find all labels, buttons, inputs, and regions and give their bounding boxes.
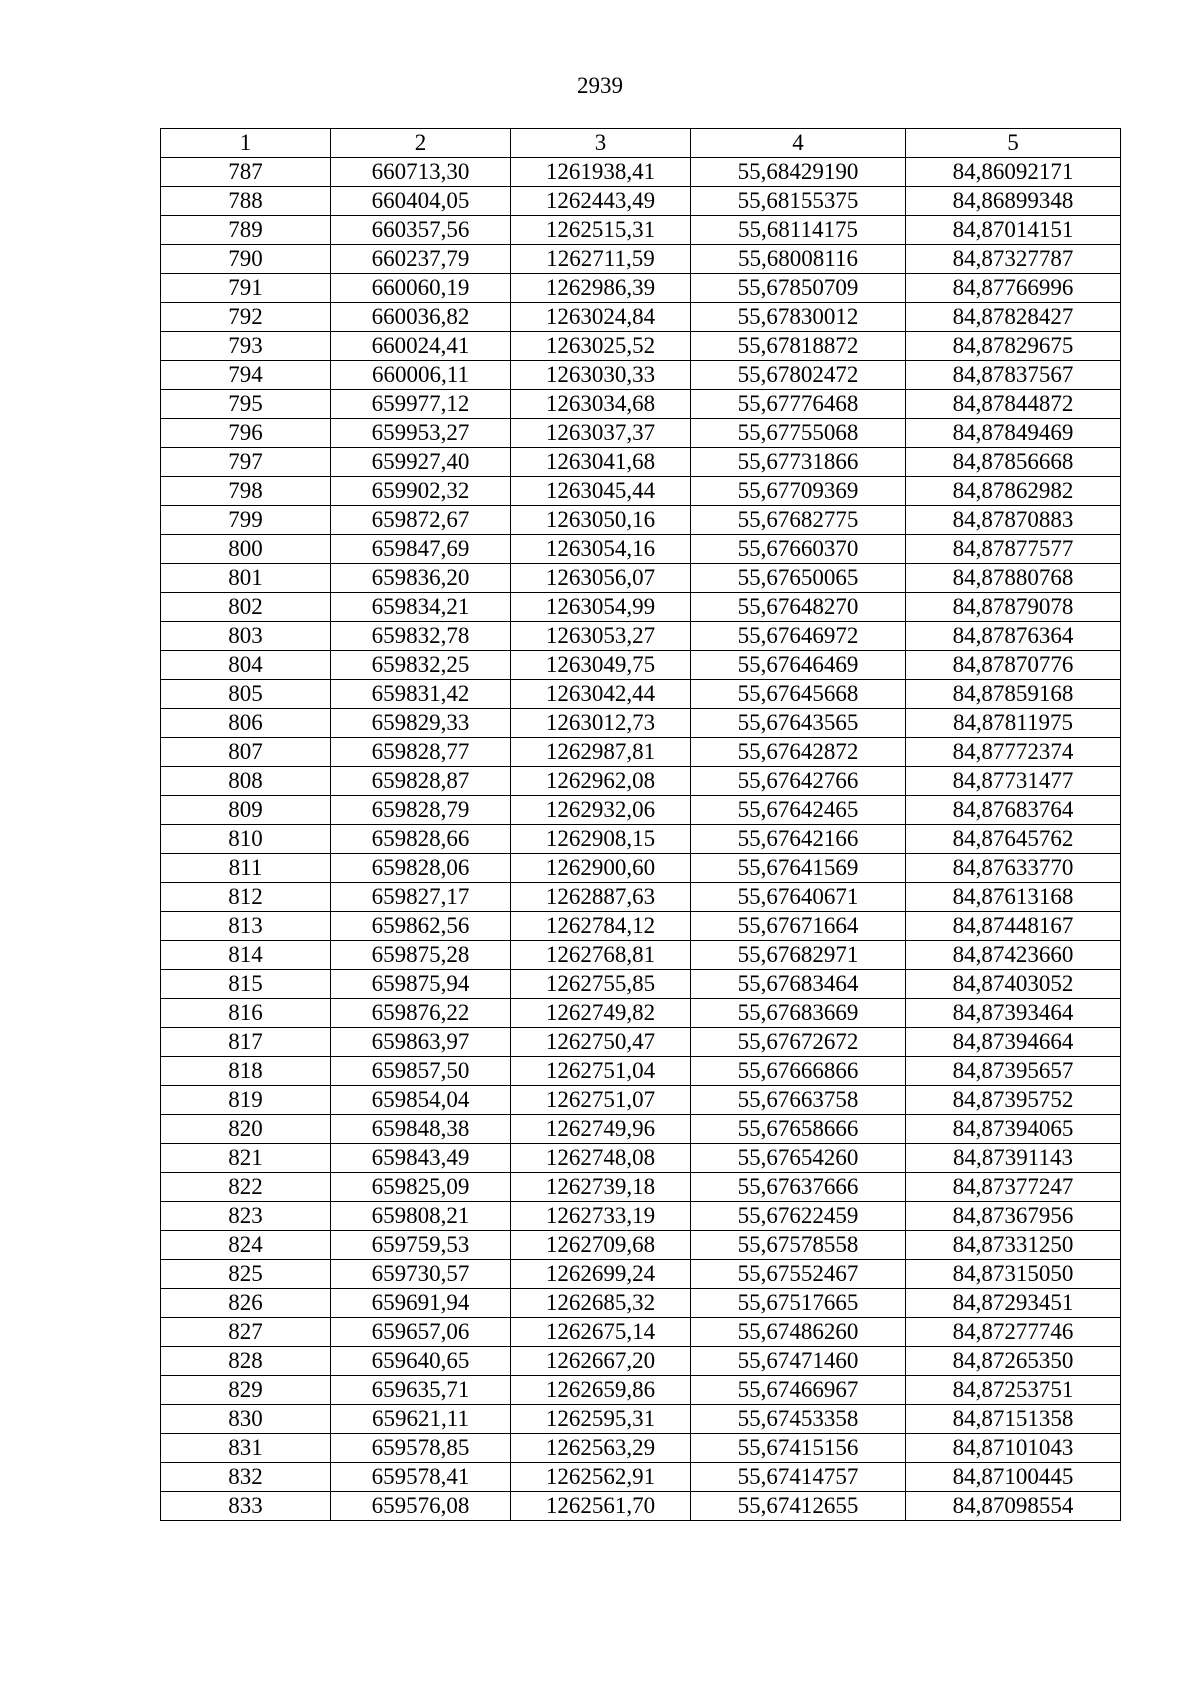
cell-x: 660006,11 bbox=[331, 361, 511, 390]
cell-latitude: 55,67637666 bbox=[691, 1173, 906, 1202]
cell-latitude: 55,67642766 bbox=[691, 767, 906, 796]
cell-y: 1263025,52 bbox=[511, 332, 691, 361]
cell-x: 659621,11 bbox=[331, 1405, 511, 1434]
cell-y: 1262659,86 bbox=[511, 1376, 691, 1405]
table-row bbox=[161, 854, 1121, 883]
table-body bbox=[161, 158, 1121, 1521]
cell-longitude: 84,87395752 bbox=[906, 1086, 1121, 1115]
table-row bbox=[161, 1115, 1121, 1144]
cell-x: 660036,82 bbox=[331, 303, 511, 332]
cell-latitude: 55,68155375 bbox=[691, 187, 906, 216]
cell-point-number: 821 bbox=[161, 1144, 331, 1173]
cell-x: 659875,94 bbox=[331, 970, 511, 999]
page-number: 2939 bbox=[577, 73, 623, 98]
cell-x: 659875,28 bbox=[331, 941, 511, 970]
table-row bbox=[161, 767, 1121, 796]
cell-longitude: 84,87828427 bbox=[906, 303, 1121, 332]
cell-y: 1262749,96 bbox=[511, 1115, 691, 1144]
cell-y: 1262987,81 bbox=[511, 738, 691, 767]
cell-latitude: 55,67731866 bbox=[691, 448, 906, 477]
table-row bbox=[161, 1434, 1121, 1463]
cell-x: 660713,30 bbox=[331, 158, 511, 187]
cell-longitude: 84,87265350 bbox=[906, 1347, 1121, 1376]
cell-longitude: 84,87098554 bbox=[906, 1492, 1121, 1521]
cell-y: 1263012,73 bbox=[511, 709, 691, 738]
table-row bbox=[161, 448, 1121, 477]
cell-point-number: 827 bbox=[161, 1318, 331, 1347]
cell-longitude: 84,87377247 bbox=[906, 1173, 1121, 1202]
cell-x: 659829,33 bbox=[331, 709, 511, 738]
cell-point-number: 787 bbox=[161, 158, 331, 187]
cell-y: 1263054,99 bbox=[511, 593, 691, 622]
cell-x: 659657,06 bbox=[331, 1318, 511, 1347]
cell-y: 1263037,37 bbox=[511, 419, 691, 448]
cell-point-number: 822 bbox=[161, 1173, 331, 1202]
table-row bbox=[161, 651, 1121, 680]
cell-point-number: 792 bbox=[161, 303, 331, 332]
cell-y: 1263050,16 bbox=[511, 506, 691, 535]
table-row bbox=[161, 999, 1121, 1028]
cell-point-number: 808 bbox=[161, 767, 331, 796]
cell-longitude: 84,87394065 bbox=[906, 1115, 1121, 1144]
cell-y: 1262699,24 bbox=[511, 1260, 691, 1289]
cell-longitude: 84,87391143 bbox=[906, 1144, 1121, 1173]
cell-longitude: 84,87844872 bbox=[906, 390, 1121, 419]
cell-longitude: 84,86899348 bbox=[906, 187, 1121, 216]
cell-y: 1262784,12 bbox=[511, 912, 691, 941]
table-row bbox=[161, 1260, 1121, 1289]
cell-longitude: 84,87811975 bbox=[906, 709, 1121, 738]
table-row bbox=[161, 216, 1121, 245]
cell-y: 1262908,15 bbox=[511, 825, 691, 854]
cell-x: 659862,56 bbox=[331, 912, 511, 941]
cell-x: 659836,20 bbox=[331, 564, 511, 593]
cell-point-number: 801 bbox=[161, 564, 331, 593]
table-row bbox=[161, 390, 1121, 419]
cell-x: 659872,67 bbox=[331, 506, 511, 535]
cell-y: 1263041,68 bbox=[511, 448, 691, 477]
cell-longitude: 84,87633770 bbox=[906, 854, 1121, 883]
table-row bbox=[161, 1028, 1121, 1057]
table-row bbox=[161, 1173, 1121, 1202]
cell-x: 659578,41 bbox=[331, 1463, 511, 1492]
cell-point-number: 798 bbox=[161, 477, 331, 506]
cell-latitude: 55,67683464 bbox=[691, 970, 906, 999]
cell-x: 659759,53 bbox=[331, 1231, 511, 1260]
cell-x: 659828,77 bbox=[331, 738, 511, 767]
cell-latitude: 55,67517665 bbox=[691, 1289, 906, 1318]
cell-latitude: 55,67646972 bbox=[691, 622, 906, 651]
table-row bbox=[161, 1144, 1121, 1173]
cell-latitude: 55,67642166 bbox=[691, 825, 906, 854]
cell-latitude: 55,67643565 bbox=[691, 709, 906, 738]
cell-point-number: 795 bbox=[161, 390, 331, 419]
table-row bbox=[161, 622, 1121, 651]
cell-x: 659843,49 bbox=[331, 1144, 511, 1173]
cell-latitude: 55,68114175 bbox=[691, 216, 906, 245]
table-row bbox=[161, 709, 1121, 738]
cell-y: 1262748,08 bbox=[511, 1144, 691, 1173]
cell-point-number: 813 bbox=[161, 912, 331, 941]
table-row bbox=[161, 1347, 1121, 1376]
cell-latitude: 55,67830012 bbox=[691, 303, 906, 332]
cell-latitude: 55,67642465 bbox=[691, 796, 906, 825]
cell-point-number: 820 bbox=[161, 1115, 331, 1144]
cell-longitude: 84,87253751 bbox=[906, 1376, 1121, 1405]
cell-point-number: 803 bbox=[161, 622, 331, 651]
cell-y: 1263042,44 bbox=[511, 680, 691, 709]
cell-point-number: 833 bbox=[161, 1492, 331, 1521]
cell-x: 660060,19 bbox=[331, 274, 511, 303]
cell-y: 1262887,63 bbox=[511, 883, 691, 912]
cell-point-number: 802 bbox=[161, 593, 331, 622]
table-row bbox=[161, 1463, 1121, 1492]
cell-latitude: 55,67683669 bbox=[691, 999, 906, 1028]
cell-latitude: 55,67646469 bbox=[691, 651, 906, 680]
cell-longitude: 84,87151358 bbox=[906, 1405, 1121, 1434]
cell-y: 1262932,06 bbox=[511, 796, 691, 825]
cell-x: 659635,71 bbox=[331, 1376, 511, 1405]
cell-longitude: 84,87879078 bbox=[906, 593, 1121, 622]
cell-longitude: 84,87395657 bbox=[906, 1057, 1121, 1086]
cell-x: 659848,38 bbox=[331, 1115, 511, 1144]
cell-latitude: 55,67650065 bbox=[691, 564, 906, 593]
table-row bbox=[161, 535, 1121, 564]
cell-point-number: 807 bbox=[161, 738, 331, 767]
cell-latitude: 55,67654260 bbox=[691, 1144, 906, 1173]
cell-x: 659825,09 bbox=[331, 1173, 511, 1202]
cell-y: 1262443,49 bbox=[511, 187, 691, 216]
cell-longitude: 84,87731477 bbox=[906, 767, 1121, 796]
cell-longitude: 84,87880768 bbox=[906, 564, 1121, 593]
cell-x: 659863,97 bbox=[331, 1028, 511, 1057]
cell-point-number: 794 bbox=[161, 361, 331, 390]
cell-x: 659640,65 bbox=[331, 1347, 511, 1376]
cell-latitude: 55,68429190 bbox=[691, 158, 906, 187]
cell-point-number: 831 bbox=[161, 1434, 331, 1463]
table-row bbox=[161, 419, 1121, 448]
cell-point-number: 826 bbox=[161, 1289, 331, 1318]
cell-y: 1262900,60 bbox=[511, 854, 691, 883]
cell-point-number: 832 bbox=[161, 1463, 331, 1492]
cell-latitude: 55,67640671 bbox=[691, 883, 906, 912]
cell-longitude: 84,87393464 bbox=[906, 999, 1121, 1028]
table-row bbox=[161, 187, 1121, 216]
cell-point-number: 789 bbox=[161, 216, 331, 245]
cell-latitude: 55,67666866 bbox=[691, 1057, 906, 1086]
table-header bbox=[161, 129, 1121, 158]
cell-longitude: 84,87394664 bbox=[906, 1028, 1121, 1057]
cell-point-number: 828 bbox=[161, 1347, 331, 1376]
cell-y: 1262709,68 bbox=[511, 1231, 691, 1260]
header-cell-longitude: 5 bbox=[906, 129, 1121, 158]
table-row bbox=[161, 825, 1121, 854]
cell-longitude: 84,87327787 bbox=[906, 245, 1121, 274]
cell-x: 659847,69 bbox=[331, 535, 511, 564]
table-row bbox=[161, 912, 1121, 941]
cell-point-number: 797 bbox=[161, 448, 331, 477]
cell-longitude: 84,87331250 bbox=[906, 1231, 1121, 1260]
cell-x: 659827,17 bbox=[331, 883, 511, 912]
cell-point-number: 800 bbox=[161, 535, 331, 564]
table-row bbox=[161, 680, 1121, 709]
table-row bbox=[161, 1492, 1121, 1521]
cell-x: 659832,78 bbox=[331, 622, 511, 651]
cell-latitude: 55,67671664 bbox=[691, 912, 906, 941]
cell-latitude: 55,67802472 bbox=[691, 361, 906, 390]
table-row bbox=[161, 506, 1121, 535]
cell-latitude: 55,67658666 bbox=[691, 1115, 906, 1144]
cell-y: 1262751,04 bbox=[511, 1057, 691, 1086]
table-row bbox=[161, 1376, 1121, 1405]
cell-longitude: 84,87277746 bbox=[906, 1318, 1121, 1347]
cell-y: 1262667,20 bbox=[511, 1347, 691, 1376]
table-row bbox=[161, 1318, 1121, 1347]
cell-x: 660237,79 bbox=[331, 245, 511, 274]
cell-x: 659828,06 bbox=[331, 854, 511, 883]
cell-longitude: 84,87613168 bbox=[906, 883, 1121, 912]
cell-latitude: 55,67660370 bbox=[691, 535, 906, 564]
cell-longitude: 84,87293451 bbox=[906, 1289, 1121, 1318]
cell-longitude: 84,87367956 bbox=[906, 1202, 1121, 1231]
cell-y: 1263045,44 bbox=[511, 477, 691, 506]
table-row bbox=[161, 303, 1121, 332]
cell-y: 1263049,75 bbox=[511, 651, 691, 680]
cell-latitude: 55,67682971 bbox=[691, 941, 906, 970]
cell-y: 1262750,47 bbox=[511, 1028, 691, 1057]
cell-point-number: 814 bbox=[161, 941, 331, 970]
table-row bbox=[161, 1289, 1121, 1318]
header-row bbox=[161, 129, 1121, 158]
cell-x: 659828,66 bbox=[331, 825, 511, 854]
cell-x: 659876,22 bbox=[331, 999, 511, 1028]
cell-point-number: 830 bbox=[161, 1405, 331, 1434]
cell-y: 1263053,27 bbox=[511, 622, 691, 651]
cell-latitude: 55,67672672 bbox=[691, 1028, 906, 1057]
table-row bbox=[161, 564, 1121, 593]
table-row bbox=[161, 970, 1121, 999]
cell-point-number: 796 bbox=[161, 419, 331, 448]
cell-y: 1262768,81 bbox=[511, 941, 691, 970]
cell-longitude: 84,87870883 bbox=[906, 506, 1121, 535]
cell-y: 1262986,39 bbox=[511, 274, 691, 303]
table-row bbox=[161, 738, 1121, 767]
cell-x: 660404,05 bbox=[331, 187, 511, 216]
cell-x: 660357,56 bbox=[331, 216, 511, 245]
cell-x: 659691,94 bbox=[331, 1289, 511, 1318]
cell-longitude: 84,87862982 bbox=[906, 477, 1121, 506]
cell-latitude: 55,67415156 bbox=[691, 1434, 906, 1463]
table-row bbox=[161, 883, 1121, 912]
cell-x: 659953,27 bbox=[331, 419, 511, 448]
cell-longitude: 84,87859168 bbox=[906, 680, 1121, 709]
table-row bbox=[161, 274, 1121, 303]
cell-longitude: 84,87315050 bbox=[906, 1260, 1121, 1289]
table-row bbox=[161, 1231, 1121, 1260]
cell-latitude: 55,67850709 bbox=[691, 274, 906, 303]
cell-latitude: 55,67466967 bbox=[691, 1376, 906, 1405]
cell-x: 659857,50 bbox=[331, 1057, 511, 1086]
cell-point-number: 804 bbox=[161, 651, 331, 680]
cell-y: 1263054,16 bbox=[511, 535, 691, 564]
cell-latitude: 55,67486260 bbox=[691, 1318, 906, 1347]
cell-y: 1262561,70 bbox=[511, 1492, 691, 1521]
cell-y: 1262962,08 bbox=[511, 767, 691, 796]
cell-latitude: 55,67414757 bbox=[691, 1463, 906, 1492]
cell-longitude: 84,87683764 bbox=[906, 796, 1121, 825]
cell-x: 659828,79 bbox=[331, 796, 511, 825]
cell-longitude: 84,87849469 bbox=[906, 419, 1121, 448]
table-row bbox=[161, 1405, 1121, 1434]
cell-x: 659902,32 bbox=[331, 477, 511, 506]
cell-point-number: 819 bbox=[161, 1086, 331, 1115]
cell-y: 1263034,68 bbox=[511, 390, 691, 419]
cell-point-number: 809 bbox=[161, 796, 331, 825]
cell-point-number: 824 bbox=[161, 1231, 331, 1260]
coordinates-table bbox=[160, 128, 1121, 1521]
cell-y: 1262733,19 bbox=[511, 1202, 691, 1231]
cell-y: 1263056,07 bbox=[511, 564, 691, 593]
cell-x: 659977,12 bbox=[331, 390, 511, 419]
cell-y: 1263030,33 bbox=[511, 361, 691, 390]
cell-latitude: 55,67648270 bbox=[691, 593, 906, 622]
cell-y: 1262563,29 bbox=[511, 1434, 691, 1463]
cell-longitude: 84,87423660 bbox=[906, 941, 1121, 970]
cell-latitude: 55,67578558 bbox=[691, 1231, 906, 1260]
cell-point-number: 812 bbox=[161, 883, 331, 912]
header-cell-y: 3 bbox=[511, 129, 691, 158]
table-row bbox=[161, 245, 1121, 274]
table-row bbox=[161, 1202, 1121, 1231]
table-row bbox=[161, 796, 1121, 825]
cell-longitude: 84,87101043 bbox=[906, 1434, 1121, 1463]
header-cell-point-number: 1 bbox=[161, 129, 331, 158]
cell-y: 1261938,41 bbox=[511, 158, 691, 187]
cell-y: 1262751,07 bbox=[511, 1086, 691, 1115]
cell-longitude: 84,87766996 bbox=[906, 274, 1121, 303]
cell-latitude: 55,67645668 bbox=[691, 680, 906, 709]
cell-longitude: 84,87837567 bbox=[906, 361, 1121, 390]
cell-longitude: 84,87876364 bbox=[906, 622, 1121, 651]
cell-point-number: 793 bbox=[161, 332, 331, 361]
cell-x: 659927,40 bbox=[331, 448, 511, 477]
cell-latitude: 55,67682775 bbox=[691, 506, 906, 535]
cell-latitude: 55,68008116 bbox=[691, 245, 906, 274]
cell-latitude: 55,67412655 bbox=[691, 1492, 906, 1521]
table-row bbox=[161, 158, 1121, 187]
cell-point-number: 815 bbox=[161, 970, 331, 999]
cell-y: 1262739,18 bbox=[511, 1173, 691, 1202]
table-row bbox=[161, 1086, 1121, 1115]
cell-latitude: 55,67755068 bbox=[691, 419, 906, 448]
cell-longitude: 84,87772374 bbox=[906, 738, 1121, 767]
cell-longitude: 84,86092171 bbox=[906, 158, 1121, 187]
table-row bbox=[161, 941, 1121, 970]
cell-y: 1262562,91 bbox=[511, 1463, 691, 1492]
header-cell-x: 2 bbox=[331, 129, 511, 158]
cell-point-number: 817 bbox=[161, 1028, 331, 1057]
cell-latitude: 55,67641569 bbox=[691, 854, 906, 883]
cell-y: 1262515,31 bbox=[511, 216, 691, 245]
cell-latitude: 55,67471460 bbox=[691, 1347, 906, 1376]
cell-x: 659828,87 bbox=[331, 767, 511, 796]
cell-y: 1263024,84 bbox=[511, 303, 691, 332]
cell-longitude: 84,87403052 bbox=[906, 970, 1121, 999]
cell-point-number: 810 bbox=[161, 825, 331, 854]
table-row bbox=[161, 361, 1121, 390]
cell-x: 659854,04 bbox=[331, 1086, 511, 1115]
cell-x: 659808,21 bbox=[331, 1202, 511, 1231]
table-row bbox=[161, 332, 1121, 361]
table-row bbox=[161, 1057, 1121, 1086]
table-row bbox=[161, 477, 1121, 506]
header-cell-latitude: 4 bbox=[691, 129, 906, 158]
cell-y: 1262749,82 bbox=[511, 999, 691, 1028]
cell-point-number: 818 bbox=[161, 1057, 331, 1086]
cell-point-number: 799 bbox=[161, 506, 331, 535]
cell-x: 659834,21 bbox=[331, 593, 511, 622]
cell-longitude: 84,87877577 bbox=[906, 535, 1121, 564]
cell-latitude: 55,67663758 bbox=[691, 1086, 906, 1115]
cell-point-number: 788 bbox=[161, 187, 331, 216]
cell-longitude: 84,87448167 bbox=[906, 912, 1121, 941]
cell-x: 659831,42 bbox=[331, 680, 511, 709]
cell-y: 1262711,59 bbox=[511, 245, 691, 274]
cell-longitude: 84,87856668 bbox=[906, 448, 1121, 477]
cell-x: 659578,85 bbox=[331, 1434, 511, 1463]
cell-point-number: 811 bbox=[161, 854, 331, 883]
cell-latitude: 55,67622459 bbox=[691, 1202, 906, 1231]
table-row bbox=[161, 593, 1121, 622]
cell-latitude: 55,67818872 bbox=[691, 332, 906, 361]
cell-point-number: 823 bbox=[161, 1202, 331, 1231]
cell-y: 1262685,32 bbox=[511, 1289, 691, 1318]
cell-point-number: 829 bbox=[161, 1376, 331, 1405]
cell-latitude: 55,67453358 bbox=[691, 1405, 906, 1434]
cell-longitude: 84,87100445 bbox=[906, 1463, 1121, 1492]
cell-longitude: 84,87014151 bbox=[906, 216, 1121, 245]
cell-longitude: 84,87870776 bbox=[906, 651, 1121, 680]
cell-point-number: 816 bbox=[161, 999, 331, 1028]
cell-x: 659576,08 bbox=[331, 1492, 511, 1521]
cell-latitude: 55,67642872 bbox=[691, 738, 906, 767]
cell-point-number: 825 bbox=[161, 1260, 331, 1289]
cell-y: 1262755,85 bbox=[511, 970, 691, 999]
cell-point-number: 806 bbox=[161, 709, 331, 738]
cell-latitude: 55,67552467 bbox=[691, 1260, 906, 1289]
cell-longitude: 84,87645762 bbox=[906, 825, 1121, 854]
cell-y: 1262675,14 bbox=[511, 1318, 691, 1347]
cell-longitude: 84,87829675 bbox=[906, 332, 1121, 361]
cell-latitude: 55,67709369 bbox=[691, 477, 906, 506]
cell-point-number: 791 bbox=[161, 274, 331, 303]
cell-x: 659730,57 bbox=[331, 1260, 511, 1289]
cell-point-number: 805 bbox=[161, 680, 331, 709]
cell-latitude: 55,67776468 bbox=[691, 390, 906, 419]
cell-point-number: 790 bbox=[161, 245, 331, 274]
cell-y: 1262595,31 bbox=[511, 1405, 691, 1434]
cell-x: 660024,41 bbox=[331, 332, 511, 361]
cell-x: 659832,25 bbox=[331, 651, 511, 680]
